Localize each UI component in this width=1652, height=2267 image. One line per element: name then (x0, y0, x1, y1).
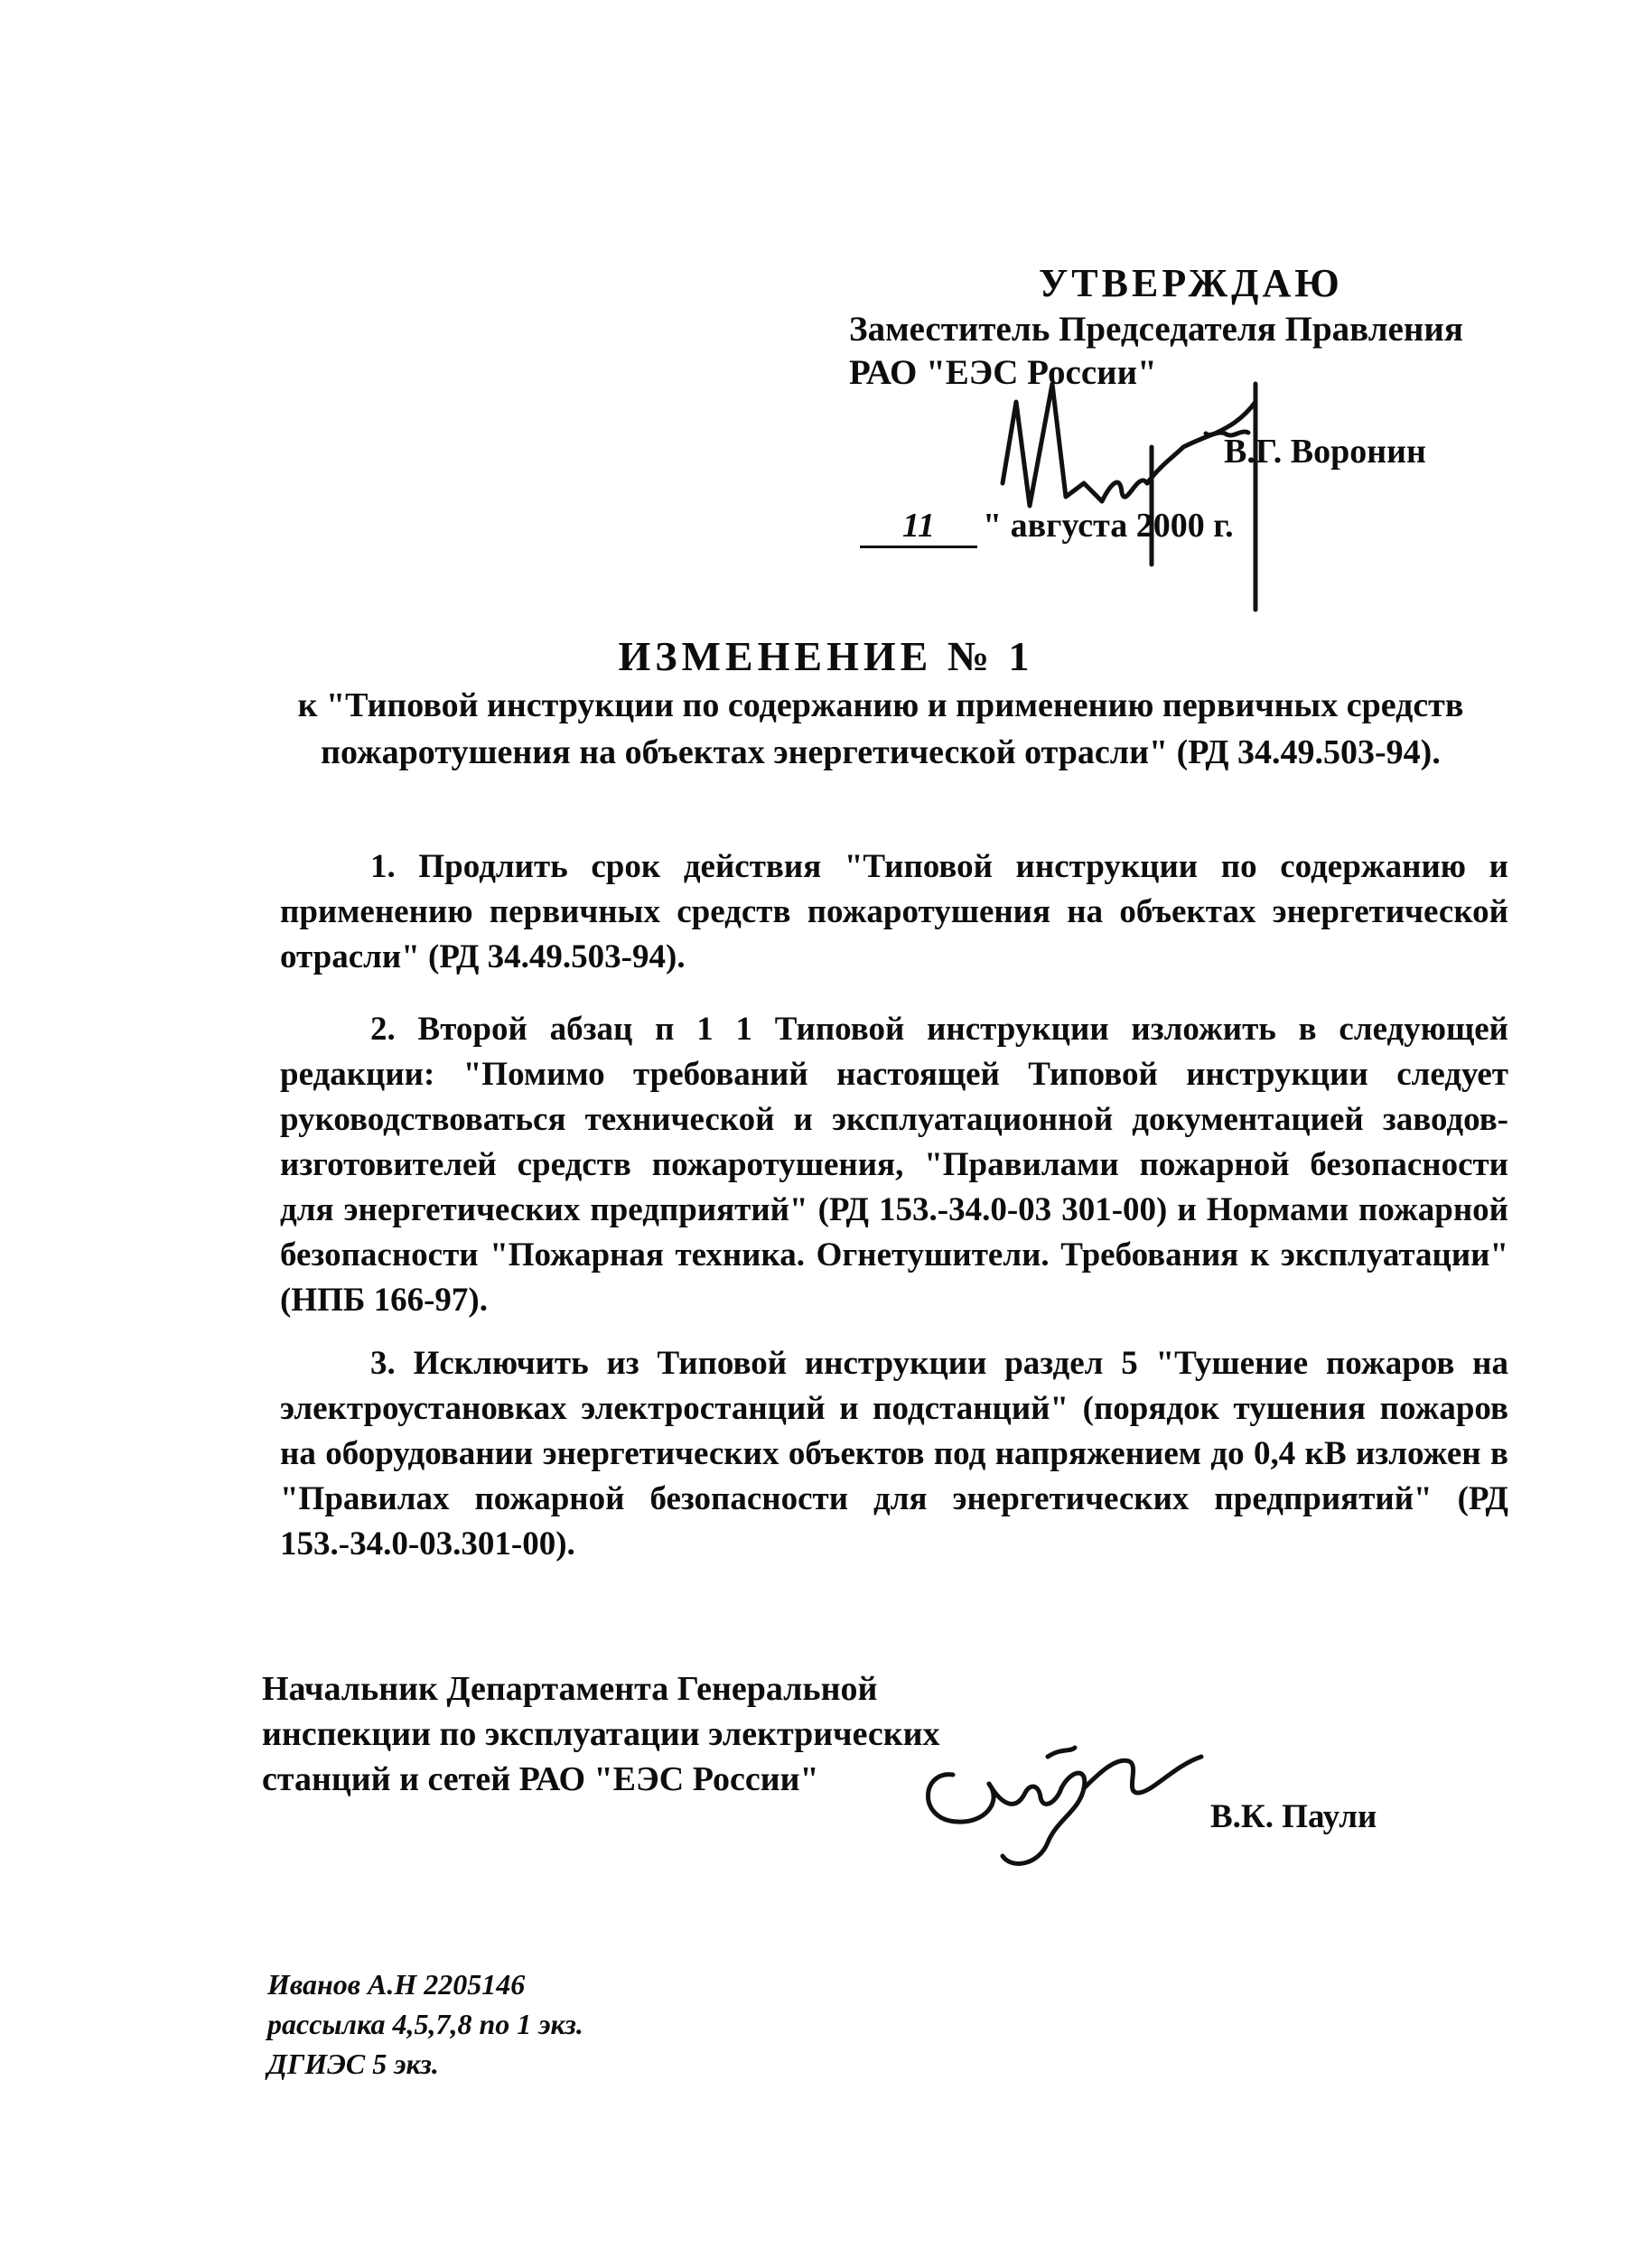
approval-date-day: 11 (860, 506, 977, 548)
signatory-position-line3: станций и сетей РАО "ЕЭС России" (262, 1760, 819, 1798)
approval-position-line2: РАО "ЕЭС России" (849, 353, 1157, 392)
signatory-signature (903, 1721, 1228, 1874)
paragraph-1: 1. Продлить срок действия "Типовой инструкции по содержанию и применению первичных средств пожаротушения на объектах энергетической отрасли" (РД 34.49.503-94). (280, 848, 1508, 975)
distribution-line2: рассылка 4,5,7,8 по 1 экз. (267, 2008, 583, 2040)
approval-position-line1: Заместитель Председателя Правления (849, 310, 1463, 349)
distribution-block (267, 1964, 583, 2084)
signatory-position-line1: Начальник Департамента Генеральной (262, 1670, 878, 1708)
signatory-name: В.К. Паули (1210, 1798, 1377, 1835)
paragraph-3: 3. Исключить из Типовой инструкции раздел 5 "Тушение пожаров на электроустановках электростанций и подстанций" (порядок тушения пожаров на оборудовании энергетических объектов под напряжением до 0,4 кВ изложен в "Правилах пожарной безопасности для энергетических предприятий" (РД 153.-34.0-03.301-00). (280, 1345, 1508, 1563)
document-heading: ИЗМЕНЕНИЕ № 1 (618, 633, 1034, 679)
approval-signature (966, 348, 1310, 619)
approval-title: УТВЕРЖДАЮ (1039, 261, 1343, 305)
paragraph-2: 2. Второй абзац п 1 1 Типовой инструкции изложить в следующей редакции: "Помимо требований настоящей Типовой инструкции следует руководствоваться технической и эксплуатационной документацией заводов-изготовителей средств пожаротушения, "Правилами пожарной безопасности для энергетических предприятий" (РД 153.-34.0-03 301-00) и Нормами пожарной безопасности "Пожарная техника. Огнетушители. Требования к эксплуатации" (НПБ 166-97). (280, 1011, 1508, 1319)
approval-date-rest: " августа 2000 г. (983, 507, 1234, 545)
signatory-position-line2: инспекции по эксплуатации электрических (262, 1715, 940, 1753)
document-subtitle: к "Типовой инструкции по содержанию и применению первичных средств пожаротушения на объектах энергетической отрасли" (РД 34.49.503-94). (297, 686, 1464, 771)
approval-name: В.Г. Воронин (1224, 433, 1426, 471)
distribution-line1: Иванов А.Н 2205146 (267, 1968, 526, 2001)
distribution-line3: ДГИЭС 5 экз. (267, 2048, 439, 2080)
